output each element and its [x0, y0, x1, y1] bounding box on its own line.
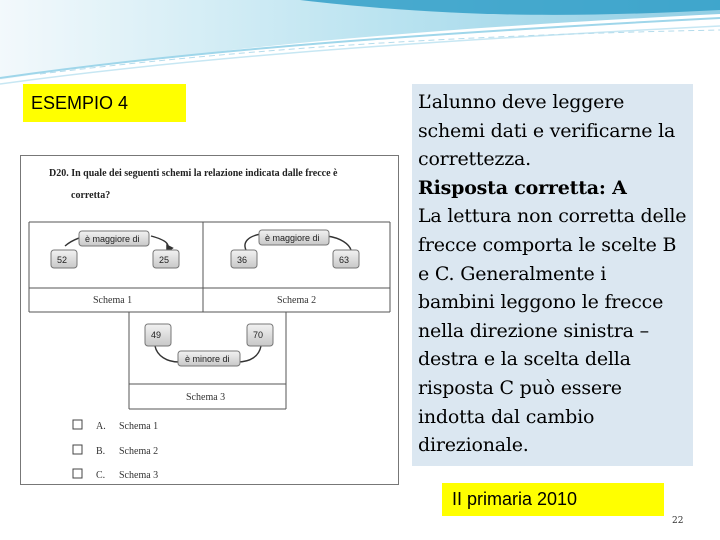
option-b-checkbox[interactable]	[73, 445, 82, 454]
question-text-line1: D20. In quale dei seguenti schemi la relazione indicata dalle frecce è	[49, 168, 338, 179]
answer-options	[73, 420, 158, 481]
schema-1-right-value: 25	[159, 255, 170, 265]
option-a-letter: A.	[96, 421, 106, 432]
schema-2-left-value: 36	[237, 255, 248, 265]
option-c-letter: C.	[96, 470, 106, 481]
option-c-text: Schema 3	[119, 470, 159, 481]
correct-answer: Risposta corretta: A	[418, 176, 627, 199]
explanation-intro: L’alunno deve leggere schemi dati e verificarne la correttezza.	[418, 91, 676, 171]
option-a-checkbox[interactable]	[73, 420, 82, 429]
schema-3-caption: Schema 3	[186, 392, 226, 403]
grade-label: II primaria 2010	[442, 483, 664, 516]
schema-2-right-value: 63	[339, 255, 350, 265]
explanation-panel	[412, 84, 693, 466]
option-c[interactable]	[73, 469, 158, 481]
option-a[interactable]	[73, 420, 158, 432]
schema-3-left-value: 49	[151, 330, 162, 340]
schema-1-left-value: 52	[57, 255, 68, 265]
question-figure	[20, 155, 399, 485]
header-wave-decoration	[0, 0, 720, 90]
option-a-text: Schema 1	[119, 421, 159, 432]
schema-1-caption: Schema 1	[93, 295, 133, 306]
schema-1-relation: è maggiore di	[85, 234, 140, 244]
option-c-checkbox[interactable]	[73, 469, 82, 478]
schema-2-arc-right	[327, 236, 351, 250]
example-label: ESEMPIO 4	[23, 84, 186, 122]
option-b-text: Schema 2	[119, 446, 159, 457]
page-number: 22	[672, 516, 684, 526]
option-b[interactable]	[73, 445, 158, 457]
question-text-line2: corretta?	[71, 190, 111, 201]
explanation-detail: La lettura non corretta delle frecce comporta le scelte B e C. Generalmente i bambini leggono le frecce nella direzione sinistra – destra e la scelta della risposta C può essere indotta dal cambio direzionale.	[418, 205, 687, 457]
schema-3-arrow	[155, 346, 179, 362]
option-b-letter: B.	[96, 446, 106, 457]
schema-2	[231, 230, 359, 306]
schema-2-caption: Schema 2	[277, 295, 317, 306]
question-figure-drawing	[21, 156, 398, 484]
schema-1	[51, 231, 179, 306]
schema-3-relation: è minore di	[185, 354, 230, 364]
schema-3-arc-right	[237, 346, 261, 362]
schema-2-relation: è maggiore di	[265, 233, 320, 243]
schema-3-right-value: 70	[253, 330, 264, 340]
schema-3	[145, 324, 273, 403]
